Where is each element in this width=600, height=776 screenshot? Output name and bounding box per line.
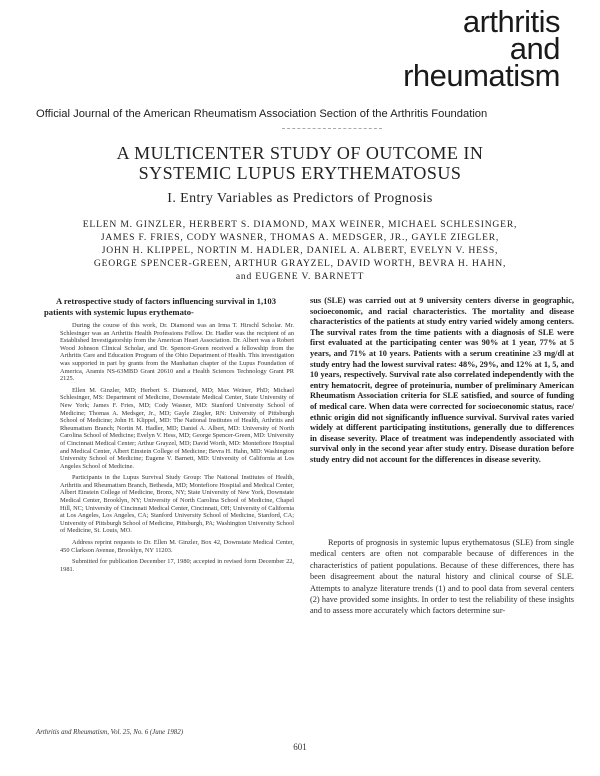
article-subtitle: I. Entry Variables as Predictors of Prognosis xyxy=(167,191,433,206)
page-number: 601 xyxy=(293,742,307,752)
abstract-lead: A retrospective study of factors influencing survival in 1,103 patients with systemic lupus erythemato- xyxy=(44,296,277,317)
article-title-line-1: A MULTICENTER STUDY OF OUTCOME IN xyxy=(116,143,484,163)
divider xyxy=(282,128,382,129)
footnotes xyxy=(60,322,294,577)
author-line: and EUGENE V. BARNETT xyxy=(235,271,365,282)
footnote-affiliations: Ellen M. Ginzler, MD; Herbert S. Diamond, MD; Max Weiner, PhD; Michael Schlesinger, MS: Department of Medicine, Downstate Medical Center, State University of New York; James F. Fries, MD; Cody Wasner, MD: Stanford University School of Medicine; Thomas A. Medsger, Jr., MD; Gayle Ziegler, RN: University of Pittsburgh School of Medicine; John H. Klippel, MD: The National Institutes of Health, Arthritis and Rheumatism Branch; Nortin M. Hadler, MD; Daniel A. Albert, MD: University of North Carolina School of Medicine; Evelyn V. Hess, MD; George Spencer-Green, MD: University of Cincinnati Medical Center; Arthur Grayzel, MD; David Worth, MD: Montefiore Hospital and Medical Center, Albert Einstein College of Medicine; Bevra H. Hahn, MD: Washington University School of Medicine; Eugene V. Barnett, MD: University of California at Los Angeles School of Medicine. xyxy=(60,386,294,470)
footnote-participants: Participants in the Lupus Survival Study Group: The National Institutes of Health, Arthritis and Rheumatism Branch, Bethesda, MD; Montefiore Hospital and Medical Center, Albert Einstein College of Medicine, Bronx, NY; State University of New York, Downstate Medical Center, Brooklyn, NY; University of North Carolina School of Medicine, Chapel Hill, NC; University of Cincinnati Medical Center, Cincinnati, OH; University of California at Los Angeles, Los Angeles, CA; Stanford University School of Medicine, Stanford, CA; University of Pittsburgh School of Medicine, Pittsburgh, PA; Washington University School of Medicine, St. Louis, MO. xyxy=(60,474,294,535)
article-title xyxy=(50,143,550,183)
journal-citation: Arthritis and Rheumatism, Vol. 25, No. 6 (June 1982) xyxy=(36,729,183,736)
author-line: ELLEN M. GINZLER, HERBERT S. DIAMOND, MAX WEINER, MICHAEL SCHLESINGER, xyxy=(82,219,518,230)
abstract-continuation: sus (SLE) was carried out at 9 university centers diverse in geographic, socioeconomic, and racial characteristics. The mortality and disease characteristics of the patients at study entry varied widely among centers. The survival rates from the time patients with a diagnosis of SLE were first evaluated at the participating center was 90% at 1 year, 77% at 5 years, and 71% at 10 years. Patients with a serum creatinine ≥3 mg/dl at study entry had the lowest survival rates: 48%, 29%, and 12% at 1, 5, and 10 years, respectively. Survival rate also correlated independently with the entry hematocrit, degree of proteinuria, number of preliminary American Rheumatism Association criteria for SLE satisfied, and source of funding of medical care. When data were corrected for socioeconomic status, race/ ethnic origin did not significantly influence survival. Survival rates varied widely at different participating institutions, generally due to differences in disease severity. Place of treatment was independently associated with survival only in the second year after study entry. Disease duration before study entry did not account for the differences in disease severity. xyxy=(310,296,574,464)
footnote-funding: During the course of this work, Dr. Diamond was an Irma T. Hirschl Scholar. Mr. Schlesinger was an Arthritis Health Professions Fellow. Dr. Hadler was the recipient of an Established Investigatorship from the American Heart Association. Dr. Albert was a Robert Wood Johnson Clinical Scholar, and Dr. Spencer-Green received a fellowship from the Arthritis Care and Education Program of the Ohio Department of Health. This investigation was supported in part by grants from the Manhattan chapter of the Lupus Foundation of America, Aramis NS-63MBD Grant 20610 and a Health Sciences Technology Grant PR 2125. xyxy=(60,322,294,383)
masthead-line-rheumatism: rheumatism xyxy=(403,58,560,93)
author-line: GEORGE SPENCER-GREEN, ARTHUR GRAYZEL, DAVID WORTH, BEVRA H. HAHN, xyxy=(93,258,507,269)
footnote-submitted: Submitted for publication December 17, 1980; accepted in revised form December 22, 1981. xyxy=(60,558,294,573)
journal-subtitle: Official Journal of the American Rheumatism Association Section of the Arthritis Foundation xyxy=(36,108,488,120)
author-line: JAMES F. FRIES, CODY WASNER, THOMAS A. MEDSGER, JR., GAYLE ZIEGLER, xyxy=(100,232,500,243)
article-title-line-2: SYSTEMIC LUPUS ERYTHEMATOSUS xyxy=(138,163,462,183)
masthead-line-and: and xyxy=(509,31,560,66)
footnote-reprints: Address reprint requests to Dr. Ellen M. Ginzler, Box 42, Downstate Medical Center, 450 Clarkson Avenue, Brooklyn, NY 11203. xyxy=(60,539,294,554)
author-line: JOHN H. KLIPPEL, NORTIN M. HADLER, DANIEL A. ALBERT, EVELYN V. HESS, xyxy=(101,245,499,256)
masthead-line-arthritis: arthritis xyxy=(462,4,560,39)
body-paragraph: Reports of prognosis in systemic lupus erythematosus (SLE) from single medical centers are often not comparable because of differences in the characteristics of patient populations. Because of these differences, there has been disagreement about the natural history and clinical course of SLE. Attempts to analyze literature trends (1) and to pool data from several centers (2) have provided some insights. In order to test the reliability of these insights and to assess more accurately which factors determine sur- xyxy=(310,538,574,616)
author-list xyxy=(60,218,540,283)
journal-masthead xyxy=(403,4,560,93)
